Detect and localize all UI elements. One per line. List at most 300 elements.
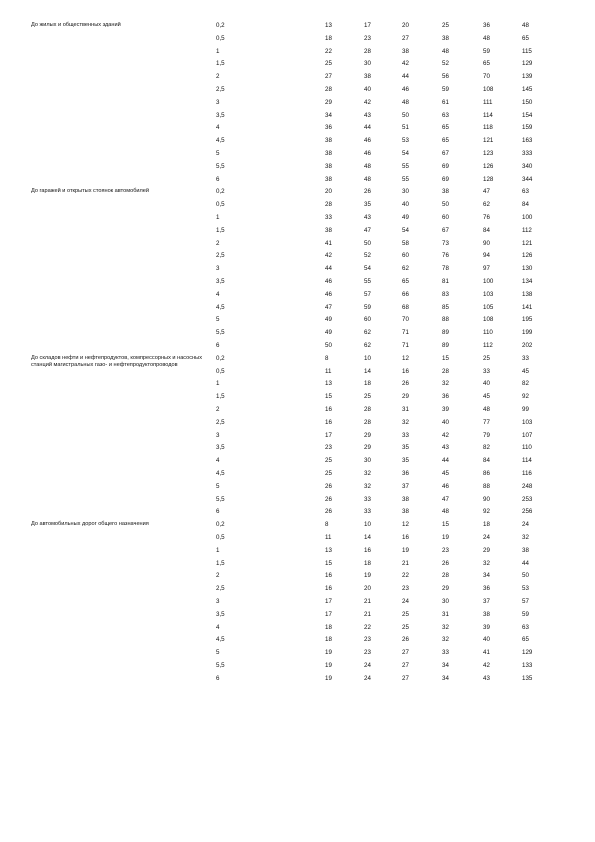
value-cell-4: 67 xyxy=(442,226,449,234)
value-cell-2: 21 xyxy=(364,610,371,618)
value-cell-6: 344 xyxy=(522,175,533,183)
value-cell-5: 70 xyxy=(483,73,490,81)
value-cell-3: 29 xyxy=(402,393,409,401)
value-cell-1: 16 xyxy=(325,585,332,593)
value-cell-4: 40 xyxy=(442,418,449,426)
value-cell-4: 69 xyxy=(442,162,449,170)
value-cell-5: 34 xyxy=(483,572,490,580)
distance-cell: 5 xyxy=(216,649,220,657)
table-row xyxy=(0,649,595,662)
distance-cell: 6 xyxy=(216,342,220,349)
value-cell-3: 35 xyxy=(402,444,409,452)
value-cell-6: 129 xyxy=(522,649,533,657)
value-cell-1: 41 xyxy=(325,239,332,247)
table-row xyxy=(0,675,595,688)
value-cell-4: 48 xyxy=(442,508,449,516)
value-cell-5: 41 xyxy=(483,649,490,657)
value-cell-2: 23 xyxy=(364,34,371,42)
value-cell-3: 31 xyxy=(402,406,409,413)
value-cell-6: 44 xyxy=(522,559,529,567)
table-row xyxy=(0,636,595,649)
value-cell-1: 22 xyxy=(325,47,332,55)
distance-cell: 5,5 xyxy=(216,662,225,669)
value-cell-6: 253 xyxy=(522,495,533,503)
table-row xyxy=(0,112,595,125)
value-cell-3: 44 xyxy=(402,73,409,81)
value-cell-5: 37 xyxy=(483,598,490,605)
distance-cell: 0,5 xyxy=(216,367,225,375)
value-cell-3: 48 xyxy=(402,98,409,106)
table-row xyxy=(0,137,595,150)
value-cell-5: 105 xyxy=(483,303,494,311)
value-cell-3: 19 xyxy=(402,546,409,554)
value-cell-4: 59 xyxy=(442,86,449,93)
table-row xyxy=(0,214,595,227)
value-cell-6: 65 xyxy=(522,34,529,42)
value-cell-6: 32 xyxy=(522,534,529,541)
table-row xyxy=(0,73,595,86)
value-cell-4: 89 xyxy=(442,329,449,337)
value-cell-1: 50 xyxy=(325,342,332,349)
value-cell-6: 130 xyxy=(522,265,533,273)
value-cell-2: 17 xyxy=(364,22,371,29)
value-cell-4: 26 xyxy=(442,559,449,567)
distance-cell: 3 xyxy=(216,431,220,439)
value-cell-6: 53 xyxy=(522,585,529,593)
value-cell-5: 111 xyxy=(483,98,493,106)
value-cell-1: 17 xyxy=(325,610,332,618)
value-cell-4: 46 xyxy=(442,482,449,490)
value-cell-5: 40 xyxy=(483,636,490,644)
distance-cell: 2 xyxy=(216,73,220,81)
value-cell-3: 23 xyxy=(402,585,409,593)
value-cell-4: 28 xyxy=(442,572,449,580)
value-cell-3: 38 xyxy=(402,47,409,55)
value-cell-1: 11 xyxy=(325,367,332,375)
distance-cell: 6 xyxy=(216,508,220,516)
distance-cell: 2 xyxy=(216,239,220,247)
value-cell-2: 62 xyxy=(364,329,371,337)
table-row xyxy=(0,342,595,355)
value-cell-4: 39 xyxy=(442,406,449,413)
value-cell-2: 33 xyxy=(364,508,371,516)
value-cell-3: 54 xyxy=(402,150,409,157)
value-cell-3: 27 xyxy=(402,649,409,657)
value-cell-3: 70 xyxy=(402,316,409,324)
value-cell-1: 49 xyxy=(325,329,332,337)
value-cell-4: 81 xyxy=(442,278,449,285)
value-cell-4: 65 xyxy=(442,137,449,145)
value-cell-5: 88 xyxy=(483,482,490,490)
value-cell-5: 97 xyxy=(483,265,490,273)
value-cell-1: 49 xyxy=(325,316,332,324)
value-cell-2: 24 xyxy=(364,674,371,682)
value-cell-6: 50 xyxy=(522,572,529,580)
value-cell-2: 30 xyxy=(364,60,371,68)
value-cell-5: 36 xyxy=(483,585,490,593)
value-cell-4: 63 xyxy=(442,111,449,119)
value-cell-5: 126 xyxy=(483,162,494,170)
value-cell-5: 40 xyxy=(483,380,490,388)
distance-cell: 0,2 xyxy=(216,188,225,196)
value-cell-3: 46 xyxy=(402,86,409,93)
value-cell-3: 36 xyxy=(402,470,409,477)
distance-cell: 3,5 xyxy=(216,278,225,285)
value-cell-2: 46 xyxy=(364,137,371,145)
value-cell-5: 33 xyxy=(483,367,490,375)
value-cell-3: 62 xyxy=(402,265,409,273)
value-cell-6: 110 xyxy=(522,444,532,452)
value-cell-1: 26 xyxy=(325,495,332,503)
value-cell-6: 139 xyxy=(522,73,533,81)
value-cell-6: 115 xyxy=(522,47,532,55)
value-cell-3: 50 xyxy=(402,111,409,119)
value-cell-5: 42 xyxy=(483,662,490,669)
value-cell-1: 28 xyxy=(325,86,332,93)
section-title: До складов нефти и нефтепродуктов, компрессорных и насосных станций магистральных газо- и нефтепродуктопроводов xyxy=(31,354,202,369)
value-cell-3: 71 xyxy=(402,342,409,349)
value-cell-2: 10 xyxy=(364,354,371,362)
value-cell-1: 38 xyxy=(325,175,332,183)
value-cell-2: 44 xyxy=(364,124,371,132)
value-cell-5: 48 xyxy=(483,34,490,42)
table-row xyxy=(0,99,595,112)
value-cell-1: 13 xyxy=(325,22,332,29)
value-cell-6: 163 xyxy=(522,137,533,145)
value-cell-2: 32 xyxy=(364,470,371,477)
value-cell-5: 103 xyxy=(483,290,494,298)
value-cell-4: 32 xyxy=(442,380,449,388)
value-cell-2: 48 xyxy=(364,162,371,170)
value-cell-1: 16 xyxy=(325,418,332,426)
distance-cell: 0,2 xyxy=(216,22,225,29)
value-cell-5: 29 xyxy=(483,546,490,554)
value-cell-3: 71 xyxy=(402,329,409,337)
value-cell-5: 36 xyxy=(483,22,490,29)
distance-cell: 6 xyxy=(216,674,220,682)
value-cell-1: 16 xyxy=(325,406,332,413)
value-cell-5: 108 xyxy=(483,86,494,93)
value-cell-5: 123 xyxy=(483,150,494,157)
distance-cell: 1 xyxy=(216,47,220,55)
value-cell-1: 18 xyxy=(325,636,332,644)
value-cell-3: 26 xyxy=(402,636,409,644)
value-cell-6: 84 xyxy=(522,201,529,209)
distance-cell: 0,5 xyxy=(216,34,225,42)
value-cell-3: 65 xyxy=(402,278,409,285)
value-cell-1: 19 xyxy=(325,649,332,657)
value-cell-3: 27 xyxy=(402,674,409,682)
distance-cell: 3 xyxy=(216,98,220,106)
value-cell-3: 66 xyxy=(402,290,409,298)
value-cell-4: 65 xyxy=(442,124,449,132)
table-row xyxy=(0,419,595,432)
value-cell-1: 8 xyxy=(325,354,329,362)
value-cell-3: 35 xyxy=(402,457,409,465)
value-cell-4: 76 xyxy=(442,252,449,260)
value-cell-6: 134 xyxy=(522,278,533,285)
table-row xyxy=(0,163,595,176)
distance-cell: 0,5 xyxy=(216,534,225,541)
distance-cell: 4,5 xyxy=(216,303,225,311)
value-cell-4: 15 xyxy=(442,521,449,529)
value-cell-2: 55 xyxy=(364,278,371,285)
table-row xyxy=(0,406,595,419)
value-cell-4: 28 xyxy=(442,367,449,375)
value-cell-6: 45 xyxy=(522,367,529,375)
distance-cell: 5 xyxy=(216,316,220,324)
value-cell-6: 24 xyxy=(522,521,529,529)
value-cell-6: 121 xyxy=(522,239,533,247)
distance-cell: 6 xyxy=(216,175,220,183)
table-row xyxy=(0,201,595,214)
value-cell-1: 25 xyxy=(325,60,332,68)
distance-cell: 4,5 xyxy=(216,636,225,644)
value-cell-2: 38 xyxy=(364,73,371,81)
table-row xyxy=(0,368,595,381)
value-cell-5: 59 xyxy=(483,47,490,55)
value-cell-5: 90 xyxy=(483,495,490,503)
value-cell-2: 20 xyxy=(364,585,371,593)
distance-cell: 2,5 xyxy=(216,252,225,260)
value-cell-6: 100 xyxy=(522,214,533,221)
value-cell-6: 340 xyxy=(522,162,533,170)
value-cell-3: 20 xyxy=(402,22,409,29)
value-cell-1: 25 xyxy=(325,470,332,477)
value-cell-3: 55 xyxy=(402,162,409,170)
value-cell-2: 32 xyxy=(364,482,371,490)
table-row xyxy=(0,329,595,342)
value-cell-4: 42 xyxy=(442,431,449,439)
value-cell-6: 92 xyxy=(522,393,529,401)
table-row xyxy=(0,572,595,585)
distance-cell: 1 xyxy=(216,214,220,221)
table-row xyxy=(0,35,595,48)
value-cell-5: 121 xyxy=(483,137,494,145)
table-row xyxy=(0,316,595,329)
value-cell-5: 118 xyxy=(483,124,493,132)
value-cell-5: 65 xyxy=(483,60,490,68)
value-cell-2: 35 xyxy=(364,201,371,209)
value-cell-3: 25 xyxy=(402,610,409,618)
value-cell-1: 13 xyxy=(325,546,332,554)
value-cell-6: 333 xyxy=(522,150,533,157)
value-cell-3: 27 xyxy=(402,34,409,42)
value-cell-5: 45 xyxy=(483,393,490,401)
value-cell-4: 15 xyxy=(442,354,449,362)
value-cell-2: 47 xyxy=(364,226,371,234)
value-cell-3: 16 xyxy=(402,534,409,541)
value-cell-6: 145 xyxy=(522,86,533,93)
value-cell-6: 33 xyxy=(522,354,529,362)
table-row xyxy=(0,521,595,534)
distance-cell: 1,5 xyxy=(216,226,225,234)
distance-cell: 2 xyxy=(216,406,220,413)
table-row xyxy=(0,483,595,496)
value-cell-6: 63 xyxy=(522,188,529,196)
distance-cell: 3 xyxy=(216,265,220,273)
table-row xyxy=(0,291,595,304)
value-cell-4: 69 xyxy=(442,175,449,183)
distance-cell: 2,5 xyxy=(216,86,225,93)
value-cell-2: 60 xyxy=(364,316,371,324)
value-cell-5: 24 xyxy=(483,534,490,541)
value-cell-1: 17 xyxy=(325,598,332,605)
value-cell-2: 16 xyxy=(364,546,371,554)
value-cell-2: 24 xyxy=(364,662,371,669)
table-row xyxy=(0,176,595,189)
distance-cell: 3,5 xyxy=(216,111,225,119)
value-cell-5: 108 xyxy=(483,316,494,324)
value-cell-6: 256 xyxy=(522,508,533,516)
table-row xyxy=(0,624,595,637)
value-cell-3: 12 xyxy=(402,521,409,529)
table-row xyxy=(0,265,595,278)
value-cell-4: 48 xyxy=(442,47,449,55)
value-cell-5: 43 xyxy=(483,674,490,682)
table-row xyxy=(0,470,595,483)
value-cell-1: 28 xyxy=(325,201,332,209)
value-cell-5: 92 xyxy=(483,508,490,516)
value-cell-3: 30 xyxy=(402,188,409,196)
value-cell-6: 141 xyxy=(522,303,533,311)
value-cell-2: 26 xyxy=(364,188,371,196)
value-cell-4: 52 xyxy=(442,60,449,68)
value-cell-2: 21 xyxy=(364,598,371,605)
value-cell-4: 19 xyxy=(442,534,449,541)
value-cell-6: 135 xyxy=(522,674,533,682)
value-cell-1: 19 xyxy=(325,674,332,682)
value-cell-6: 63 xyxy=(522,623,529,631)
table-row xyxy=(0,585,595,598)
value-cell-2: 23 xyxy=(364,636,371,644)
value-cell-4: 45 xyxy=(442,470,449,477)
value-cell-3: 49 xyxy=(402,214,409,221)
value-cell-4: 88 xyxy=(442,316,449,324)
value-cell-6: 248 xyxy=(522,482,533,490)
table-row xyxy=(0,22,595,35)
value-cell-2: 54 xyxy=(364,265,371,273)
value-cell-3: 58 xyxy=(402,239,409,247)
value-cell-3: 12 xyxy=(402,354,409,362)
value-cell-5: 76 xyxy=(483,214,490,221)
value-cell-6: 199 xyxy=(522,329,533,337)
value-cell-3: 53 xyxy=(402,137,409,145)
value-cell-6: 65 xyxy=(522,636,529,644)
distance-cell: 2,5 xyxy=(216,585,225,593)
value-cell-3: 38 xyxy=(402,508,409,516)
distance-cell: 3 xyxy=(216,598,220,605)
value-cell-1: 27 xyxy=(325,73,332,81)
value-cell-2: 43 xyxy=(364,214,371,221)
value-cell-2: 46 xyxy=(364,150,371,157)
value-cell-4: 38 xyxy=(442,34,449,42)
table-row xyxy=(0,240,595,253)
distance-cell: 4,5 xyxy=(216,137,225,145)
table-row xyxy=(0,150,595,163)
value-cell-5: 84 xyxy=(483,226,490,234)
value-cell-5: 114 xyxy=(483,111,493,119)
value-cell-3: 32 xyxy=(402,418,409,426)
distance-cell: 3,5 xyxy=(216,444,225,452)
value-cell-4: 33 xyxy=(442,649,449,657)
value-cell-3: 22 xyxy=(402,572,409,580)
value-cell-1: 46 xyxy=(325,278,332,285)
value-cell-3: 68 xyxy=(402,303,409,311)
value-cell-1: 15 xyxy=(325,393,332,401)
value-cell-4: 56 xyxy=(442,73,449,81)
table-row xyxy=(0,457,595,470)
distance-cell: 5 xyxy=(216,150,220,157)
value-cell-4: 67 xyxy=(442,150,449,157)
distance-cell: 1,5 xyxy=(216,60,225,68)
value-cell-2: 28 xyxy=(364,47,371,55)
distance-cell: 1,5 xyxy=(216,393,225,401)
value-cell-2: 19 xyxy=(364,572,371,580)
value-cell-6: 195 xyxy=(522,316,533,324)
value-cell-2: 22 xyxy=(364,623,371,631)
distance-cell: 1,5 xyxy=(216,559,225,567)
distance-cell: 5,5 xyxy=(216,329,225,337)
distance-cell: 5,5 xyxy=(216,495,225,503)
table-row xyxy=(0,662,595,675)
value-cell-3: 38 xyxy=(402,495,409,503)
value-cell-1: 19 xyxy=(325,662,332,669)
value-cell-4: 83 xyxy=(442,290,449,298)
value-cell-4: 78 xyxy=(442,265,449,273)
value-cell-6: 99 xyxy=(522,406,529,413)
value-cell-5: 86 xyxy=(483,470,490,477)
value-cell-6: 126 xyxy=(522,252,533,260)
value-cell-1: 38 xyxy=(325,162,332,170)
value-cell-5: 84 xyxy=(483,457,490,465)
value-cell-1: 18 xyxy=(325,34,332,42)
value-cell-1: 47 xyxy=(325,303,332,311)
table-row xyxy=(0,432,595,445)
value-cell-4: 32 xyxy=(442,636,449,644)
value-cell-3: 54 xyxy=(402,226,409,234)
table-row xyxy=(0,227,595,240)
value-cell-1: 15 xyxy=(325,559,332,567)
table-row xyxy=(0,598,595,611)
value-cell-1: 38 xyxy=(325,150,332,157)
table-row xyxy=(0,252,595,265)
table-row xyxy=(0,60,595,73)
value-cell-6: 103 xyxy=(522,418,533,426)
distance-cell: 3,5 xyxy=(216,610,225,618)
value-cell-4: 61 xyxy=(442,98,449,106)
value-cell-5: 38 xyxy=(483,610,490,618)
table-row xyxy=(0,188,595,201)
value-cell-3: 25 xyxy=(402,623,409,631)
value-cell-6: 159 xyxy=(522,124,533,132)
value-cell-4: 31 xyxy=(442,610,449,618)
value-cell-4: 32 xyxy=(442,623,449,631)
value-cell-4: 34 xyxy=(442,662,449,669)
value-cell-6: 48 xyxy=(522,22,529,29)
value-cell-6: 59 xyxy=(522,610,529,618)
value-cell-6: 82 xyxy=(522,380,529,388)
value-cell-4: 30 xyxy=(442,598,449,605)
section-title: До жилых и общественных зданий xyxy=(31,22,121,28)
table-row xyxy=(0,380,595,393)
value-cell-3: 16 xyxy=(402,367,409,375)
value-cell-4: 38 xyxy=(442,188,449,196)
table-row xyxy=(0,547,595,560)
value-cell-4: 29 xyxy=(442,585,449,593)
value-cell-2: 48 xyxy=(364,175,371,183)
value-cell-1: 8 xyxy=(325,521,329,529)
